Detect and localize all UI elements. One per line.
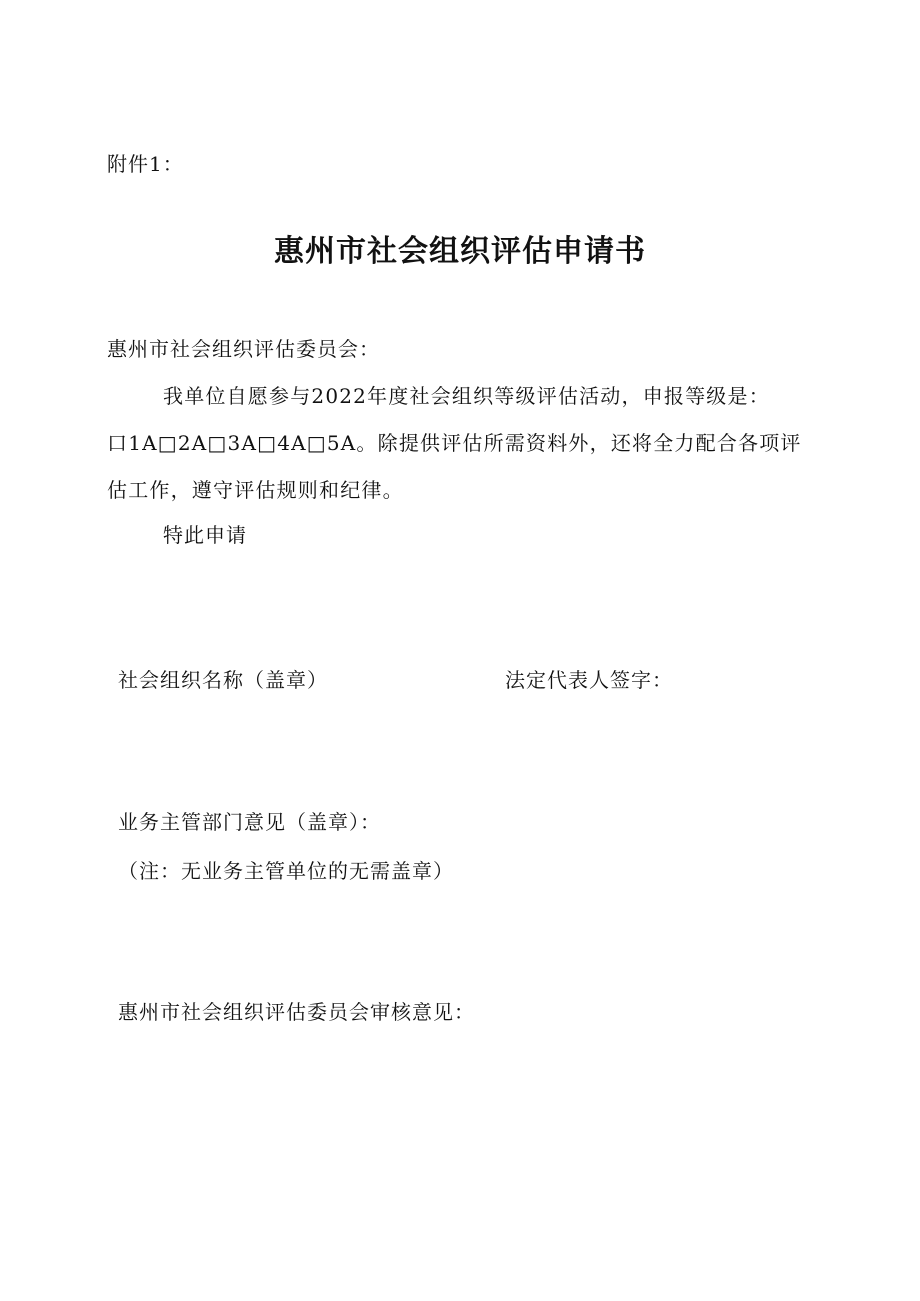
supervisor-note: （注：无业务主管单位的无需盖章） <box>118 859 454 883</box>
org-name-seal-label: 社会组织名称（盖章） <box>118 668 328 692</box>
addressee: 惠州市社会组织评估委员会： <box>107 337 380 361</box>
body-line-1: 我单位自愿参与2022年度社会组织等级评估活动，申报等级是： <box>163 384 770 408</box>
attachment-label: 附件1： <box>107 152 184 176</box>
document-title: 惠州市社会组织评估申请书 <box>274 234 646 269</box>
legal-rep-signature-label: 法定代表人签字： <box>505 668 673 692</box>
closing-text: 特此申请 <box>163 523 247 547</box>
body-line-2: 口1A□2A□3A□4A□5A。除提供评估所需资料外，还将全力配合各项评 <box>107 431 802 455</box>
body-line-3: 估工作，遵守评估规则和纪律。 <box>107 478 404 502</box>
supervisor-opinion-label: 业务主管部门意见（盖章）： <box>118 810 381 834</box>
committee-review-label: 惠州市社会组织评估委员会审核意见： <box>118 1000 475 1024</box>
